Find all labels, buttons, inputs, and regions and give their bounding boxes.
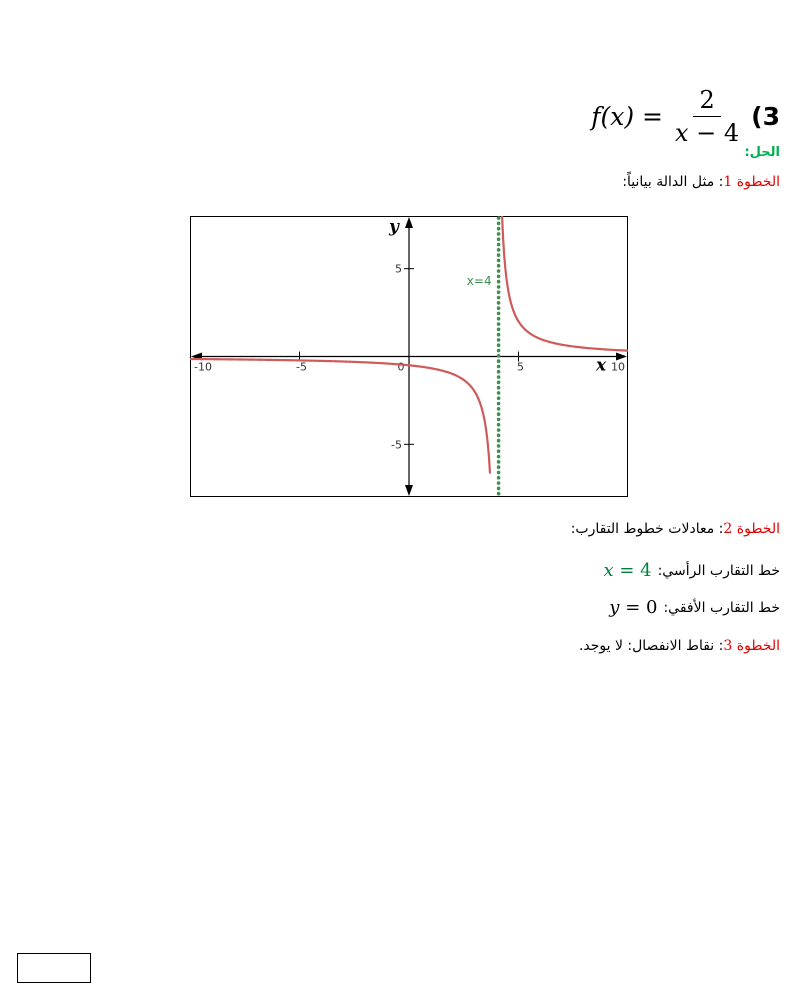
horizontal-asymptote-var: y: [609, 597, 620, 618]
solution-label: الحل:: [744, 145, 780, 160]
y-tick-label: -5: [391, 438, 402, 452]
x-tick-label: 0: [397, 360, 405, 374]
step-1-number: 1: [723, 174, 733, 190]
fraction: [675, 86, 739, 147]
step-1-text: : مثل الدالة بيانياً:: [622, 174, 724, 190]
denominator-variable: x: [674, 118, 689, 147]
fraction-numerator: 2: [693, 86, 720, 117]
problem-header: [591, 86, 780, 146]
y-tick-label: 5: [395, 262, 402, 276]
denominator-rest: − 4: [688, 118, 740, 147]
vertical-asymptote-line: [603, 560, 780, 581]
step-3: [579, 638, 780, 654]
step-2-tag: [723, 521, 780, 537]
page-number-box: [17, 953, 91, 983]
x-tick-label: 5: [517, 360, 524, 374]
vertical-asymptote-eq: = 4: [613, 560, 652, 581]
function-formula: [591, 86, 739, 147]
step-3-tag-word: الخطوة: [736, 638, 780, 654]
step-2-number: 2: [723, 521, 733, 537]
step-3-number: 3: [723, 638, 733, 654]
step-3-tag: [723, 638, 780, 654]
step-1-tag: [723, 174, 780, 190]
x-tick-label: -10: [194, 360, 212, 374]
step-1-tag-word: الخطوة: [736, 174, 780, 190]
vertical-asymptote-label: x=4: [466, 274, 492, 289]
vertical-asymptote-label: خط التقارب الرأسي:: [657, 562, 780, 579]
y-axis-label: y: [389, 217, 399, 237]
function-name: f(x) =: [591, 101, 663, 131]
step-2: [571, 521, 780, 537]
vertical-asymptote-var: x: [603, 560, 614, 581]
x-tick-label: 10: [611, 360, 625, 374]
horizontal-asymptote-equation: [609, 597, 657, 618]
x-axis-label: x: [596, 355, 607, 376]
vertical-asymptote-equation: [603, 560, 651, 581]
step-3-text: : نقاط الانفصال: لا يوجد.: [578, 638, 724, 654]
horizontal-asymptote-line: [609, 597, 780, 618]
horizontal-asymptote-eq: = 0: [619, 597, 658, 618]
fraction-denominator: [675, 117, 739, 147]
problem-number: (3: [751, 101, 780, 131]
function-graph: [190, 216, 628, 497]
horizontal-asymptote-label: خط التقارب الأفقي:: [663, 599, 780, 616]
x-tick-label: -5: [296, 360, 307, 374]
step-2-tag-word: الخطوة: [736, 521, 780, 537]
step-2-text: : معادلات خطوط التقارب:: [570, 521, 724, 537]
step-1: [622, 174, 780, 190]
